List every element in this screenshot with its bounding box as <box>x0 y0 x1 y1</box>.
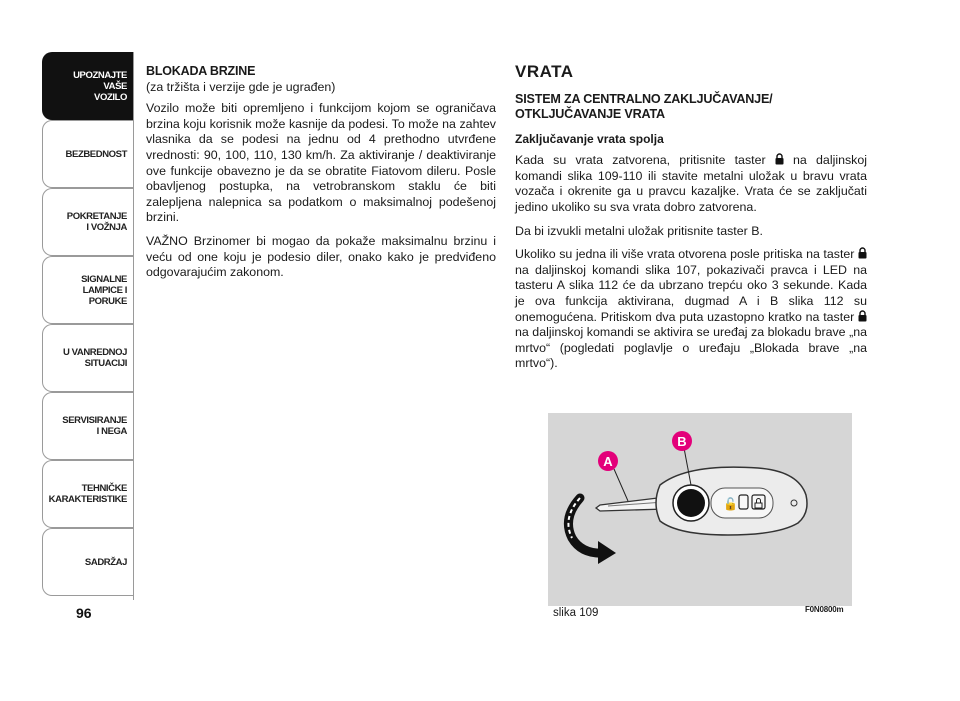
text-run: na daljinskoj komandi slika 107, pokazivači pravca i LED na tasteru A slika 112 će da ubrzano trepću oko 3 sekunde. Kada je ova funkcija aktivirana, dugmad A i B slika 112 su onemogućena. Pritiskom dva puta uzastopno kratko na taster <box>515 262 867 324</box>
paragraph <box>515 247 867 372</box>
paragraph <box>515 153 867 215</box>
chapter-title-vrata: VRATA <box>515 62 574 81</box>
tab-signalne-lampice[interactable] <box>42 256 134 324</box>
tab-label: UPOZNAJTE VAŠE VOZILO <box>73 69 127 103</box>
label-a: A <box>603 454 613 469</box>
tab-bezbednost[interactable] <box>42 120 134 188</box>
tab-sadrzaj[interactable] <box>42 528 134 596</box>
tab-servisiranje-i-nega[interactable] <box>42 392 134 460</box>
tab-upoznajte-vase-vozilo[interactable] <box>42 52 134 120</box>
section-subheading: (za tržišta i verzije gde je ugrađen) <box>146 79 336 94</box>
tab-pokretanje-i-voznja[interactable] <box>42 188 134 256</box>
tab-label: SERVISIRANJE I NEGA <box>62 415 127 437</box>
unlock-symbol: 🔓 <box>723 497 738 511</box>
paragraph-important: VAŽNO Brzinomer bi mogao da pokaže maksimalnu brzinu i veću od one koju je podesio diler, onako kako je predviđeno odgovarajućim zakonom. <box>146 233 496 280</box>
page-number: 96 <box>76 605 92 621</box>
paragraph: Da bi izvukli metalni uložak pritisnite taster B. <box>515 223 763 238</box>
lock-icon <box>858 310 867 322</box>
text-run: na daljinskoj komandi se aktivira se uređaj za blokadu brave „na mrtvo“ (pogledati poglavlje o uređaju „Blokada brave „na mrtvo“). <box>515 325 867 371</box>
sidebar-divider <box>133 52 134 600</box>
label-a-badge <box>598 451 618 471</box>
tab-label: BEZBEDNOST <box>65 148 127 160</box>
label-b: B <box>677 434 687 449</box>
text-run: Ukoliko su jedna ili više vrata otvorena posle pritiska na taster <box>515 247 858 262</box>
left-column <box>146 64 496 289</box>
tab-label: SADRŽAJ <box>84 556 127 568</box>
tab-label: U VANREDNOJ SITUACIJI <box>62 347 127 369</box>
text-run: na daljinskoj komandi slika 109-110 ili stavite metalni uložak u bravu vrata vozača i okrenite ga u pravcu kazaljke. Vrata će se zaključati jedino ukoliko su sva vrata dobro zatvorena. <box>515 153 867 214</box>
figure-code: F0N0800m <box>805 605 844 614</box>
remote-key-illustration <box>548 413 852 606</box>
tab-label: SIGNALNE LAMPICE I PORUKE <box>81 273 127 307</box>
section-heading-blokada-brzine: BLOKADA BRZINE <box>146 64 256 78</box>
tab-tehnicke-karakteristike[interactable] <box>42 460 134 528</box>
right-column <box>515 64 867 380</box>
figure-caption: slika 109 <box>553 607 599 619</box>
subsection-title: Zaključavanje vrata spolja <box>515 131 664 146</box>
section-title-central-locking: SISTEM ZA CENTRALNO ZAKLJUČAVANJE/ OTKLJUČAVANJE VRATA <box>515 91 773 121</box>
remote-key-figure <box>548 413 852 606</box>
tab-label: TEHNIČKE KARAKTERISTIKE <box>48 483 127 505</box>
label-b-badge <box>672 431 692 451</box>
tab-label: POKRETANJE I VOŽNJA <box>66 211 127 233</box>
lock-icon <box>775 153 784 165</box>
lock-icon <box>858 247 867 259</box>
tab-u-vanrednoj-situaciji[interactable] <box>42 324 134 392</box>
paragraph: Vozilo može biti opremljeno i funkcijom kojom se ograničava brzina koju korisnik može kasnije da podesi. To može na zahtev vlasnika da se podesi na jednu od 4 prethodno utvrđene vrednosti: 90, 100, 110, 130 km/h. Za aktiviranje / deaktiviranje ove funkcije obavezno je da se obratite Fiatovom dileru. Posle obavljenog postupka, na vetrobranskom staklu će biti zalepljena nalepnica sa podatkom o maksimalnoj podešenoj brzini. <box>146 101 496 225</box>
text-run: Kada su vrata zatvorena, pritisnite taster <box>515 153 775 168</box>
